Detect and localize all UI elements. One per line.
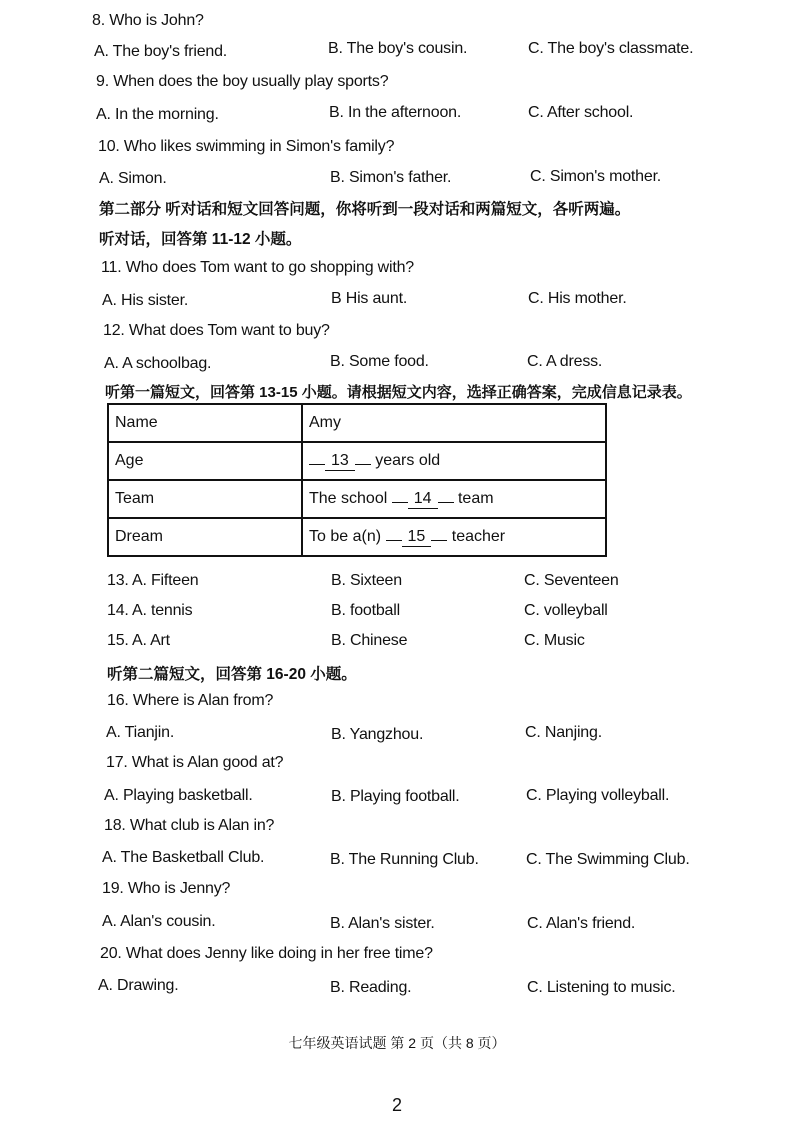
option-13c: C. Seventeen [524, 572, 619, 589]
option-19c: C. Alan's friend. [527, 915, 636, 932]
option-16a: A. Tianjin. [106, 724, 175, 741]
info-record-table [107, 403, 607, 557]
table-key-name: Name [108, 404, 302, 442]
team-suffix: team [457, 489, 494, 507]
option-11a: A. His sister. [102, 292, 189, 309]
option-12c: C. A dress. [527, 353, 603, 370]
option-19b: B. Alan's sister. [330, 915, 435, 932]
question-19: 19. Who is Jenny? [102, 880, 231, 897]
option-10a: A. Simon. [99, 170, 167, 187]
option-20c: C. Listening to music. [527, 979, 676, 996]
option-9c: C. After school. [528, 104, 634, 121]
table-row [108, 404, 606, 442]
option-11c: C. His mother. [528, 290, 627, 307]
option-9a: A. In the morning. [96, 106, 219, 123]
passage-1-instruction: 听第一篇短文，回答第 13-15 小题。请根据短文内容，选择正确答案，完成信息记录表。 [105, 384, 692, 401]
table-row [108, 480, 606, 518]
question-12: 12. What does Tom want to buy? [103, 322, 330, 339]
table-key-age: Age [108, 442, 302, 480]
blank-13: 13 [325, 452, 355, 471]
option-18a: A. The Basketball Club. [102, 849, 265, 866]
question-18: 18. What club is Alan in? [104, 817, 275, 834]
option-12b: B. Some food. [330, 353, 429, 370]
option-16b: B. Yangzhou. [331, 726, 424, 743]
option-14c: C. volleyball [524, 602, 608, 619]
question-20: 20. What does Jenny like doing in her free time? [100, 945, 433, 962]
option-19a: A. Alan's cousin. [102, 913, 216, 930]
option-20b: B. Reading. [330, 979, 412, 996]
option-13b: B. Sixteen [331, 572, 402, 589]
question-10: 10. Who likes swimming in Simon's family? [98, 138, 395, 155]
option-10b: B. Simon's father. [330, 169, 452, 186]
option-14a: 14. A. tennis [107, 602, 193, 619]
table-value-dream [302, 518, 606, 556]
table-value-team [302, 480, 606, 518]
dream-suffix: teacher [451, 527, 506, 545]
option-8a: A. The boy's friend. [94, 43, 228, 60]
option-10c: C. Simon's mother. [530, 168, 662, 185]
option-17c: C. Playing volleyball. [526, 787, 670, 804]
page-number: 2 [391, 1095, 402, 1115]
blank-14: 14 [408, 490, 438, 509]
dialog-instruction: 听对话，回答第 11-12 小题。 [99, 231, 302, 248]
option-8c: C. The boy's classmate. [528, 40, 694, 57]
passage-2-instruction: 听第二篇短文，回答第 16-20 小题。 [107, 666, 357, 683]
dream-prefix: To be a(n) [309, 527, 382, 545]
option-15a: 15. A. Art [107, 632, 170, 649]
option-17a: A. Playing basketball. [104, 787, 253, 804]
question-17: 17. What is Alan good at? [106, 754, 284, 771]
table-row [108, 442, 606, 480]
table-key-dream: Dream [108, 518, 302, 556]
question-16: 16. Where is Alan from? [107, 692, 274, 709]
team-prefix: The school [309, 489, 388, 507]
option-11b: B His aunt. [331, 290, 408, 307]
table-row [108, 518, 606, 556]
blank-15: 15 [402, 528, 432, 547]
option-18b: B. The Running Club. [330, 851, 479, 868]
question-11: 11. Who does Tom want to go shopping with? [101, 259, 414, 276]
option-20a: A. Drawing. [98, 977, 179, 994]
option-17b: B. Playing football. [331, 788, 460, 805]
question-9: 9. When does the boy usually play sports? [96, 73, 389, 90]
question-8: 8. Who is John? [92, 12, 204, 29]
table-value-age [302, 442, 606, 480]
option-18c: C. The Swimming Club. [526, 851, 690, 868]
option-9b: B. In the afternoon. [329, 104, 462, 121]
section-2-title: 第二部分 听对话和短文回答问题，你将听到一段对话和两篇短文，各听两遍。 [99, 201, 631, 218]
option-8b: B. The boy's cousin. [328, 40, 468, 57]
table-key-team: Team [108, 480, 302, 518]
option-12a: A. A schoolbag. [104, 355, 212, 372]
option-15c: C. Music [524, 632, 585, 649]
page-footer: 七年级英语试题 第 2 页（共 8 页） [288, 1035, 506, 1051]
option-13a: 13. A. Fifteen [107, 572, 199, 589]
option-16c: C. Nanjing. [525, 724, 602, 741]
option-14b: B. football [331, 602, 400, 619]
option-15b: B. Chinese [331, 632, 408, 649]
table-value-name: Amy [302, 404, 606, 442]
age-suffix: years old [375, 451, 441, 469]
